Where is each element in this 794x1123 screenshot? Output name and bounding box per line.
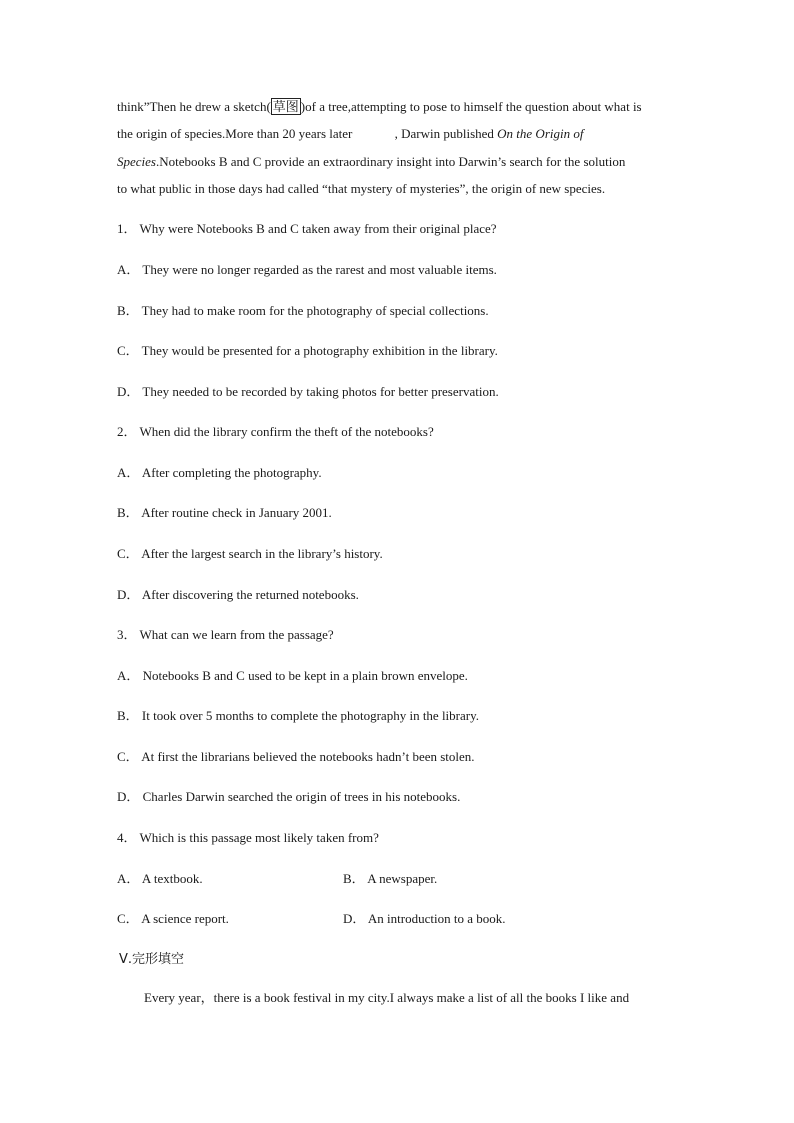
question-2-option-d: D． After discovering the returned notebooks. xyxy=(117,587,359,602)
question-3-stem: 3． What can we learn from the passage? xyxy=(117,627,334,642)
question-4-option-c: C． A science report. xyxy=(117,911,229,926)
question-4-option-a: A． A textbook. xyxy=(117,871,203,886)
question-1-option-d: D． They needed to be recorded by taking photos for better preservation. xyxy=(117,384,499,399)
passage-line: Species.Notebooks B and C provide an extraordinary insight into Darwin’s search for the solution xyxy=(117,153,626,169)
question-4-option-d: D． An introduction to a book. xyxy=(343,911,506,926)
question-2-option-a: A． After completing the photography. xyxy=(117,465,322,480)
reading-passage xyxy=(117,93,677,202)
question-3-option-c: C． At first the librarians believed the notebooks hadn’t been stolen. xyxy=(117,749,475,764)
passage-line: to what public in those days had called “that mystery of mysteries”, the origin of new species. xyxy=(117,180,606,196)
question-1-option-a: A． They were no longer regarded as the rarest and most valuable items. xyxy=(117,262,497,277)
passage-line: the origin of species.More than 20 years later , Darwin published On the Origin of xyxy=(117,126,584,142)
book-title: Species xyxy=(117,153,156,169)
question-4-stem: 4． Which is this passage most likely taken from? xyxy=(117,830,379,845)
question-1-option-c: C． They would be presented for a photography exhibition in the library. xyxy=(117,343,498,358)
cloze-passage-line: Every year，there is a book festival in my city.I always make a list of all the books I like and xyxy=(144,990,630,1005)
passage-line: think”Then he drew a sketch( 草图 )of a tree,attempting to pose to himself the question about what is xyxy=(117,99,642,114)
question-3-option-b: B． It took over 5 months to complete the photography in the library. xyxy=(117,708,480,723)
question-1-stem: 1． Why were Notebooks B and C taken away from their original place? xyxy=(117,221,497,236)
question-1-option-b: B． They had to make room for the photography of special collections. xyxy=(117,303,489,318)
section-heading: Ⅴ.完形填空 xyxy=(119,952,185,967)
boxed-annotation: 草图 xyxy=(272,99,299,114)
question-2-option-b: B． After routine check in January 2001. xyxy=(117,505,332,520)
question-3-option-d: D． Charles Darwin searched the origin of trees in his notebooks. xyxy=(117,789,461,804)
question-2-option-c: C． After the largest search in the library’s history. xyxy=(117,546,383,561)
question-4-option-b: B． A newspaper. xyxy=(343,871,438,886)
book-title: On the Origin of xyxy=(497,126,584,142)
question-2-stem: 2． When did the library confirm the theft of the notebooks? xyxy=(117,424,434,439)
question-3-option-a: A． Notebooks B and C used to be kept in a plain brown envelope. xyxy=(117,668,468,683)
